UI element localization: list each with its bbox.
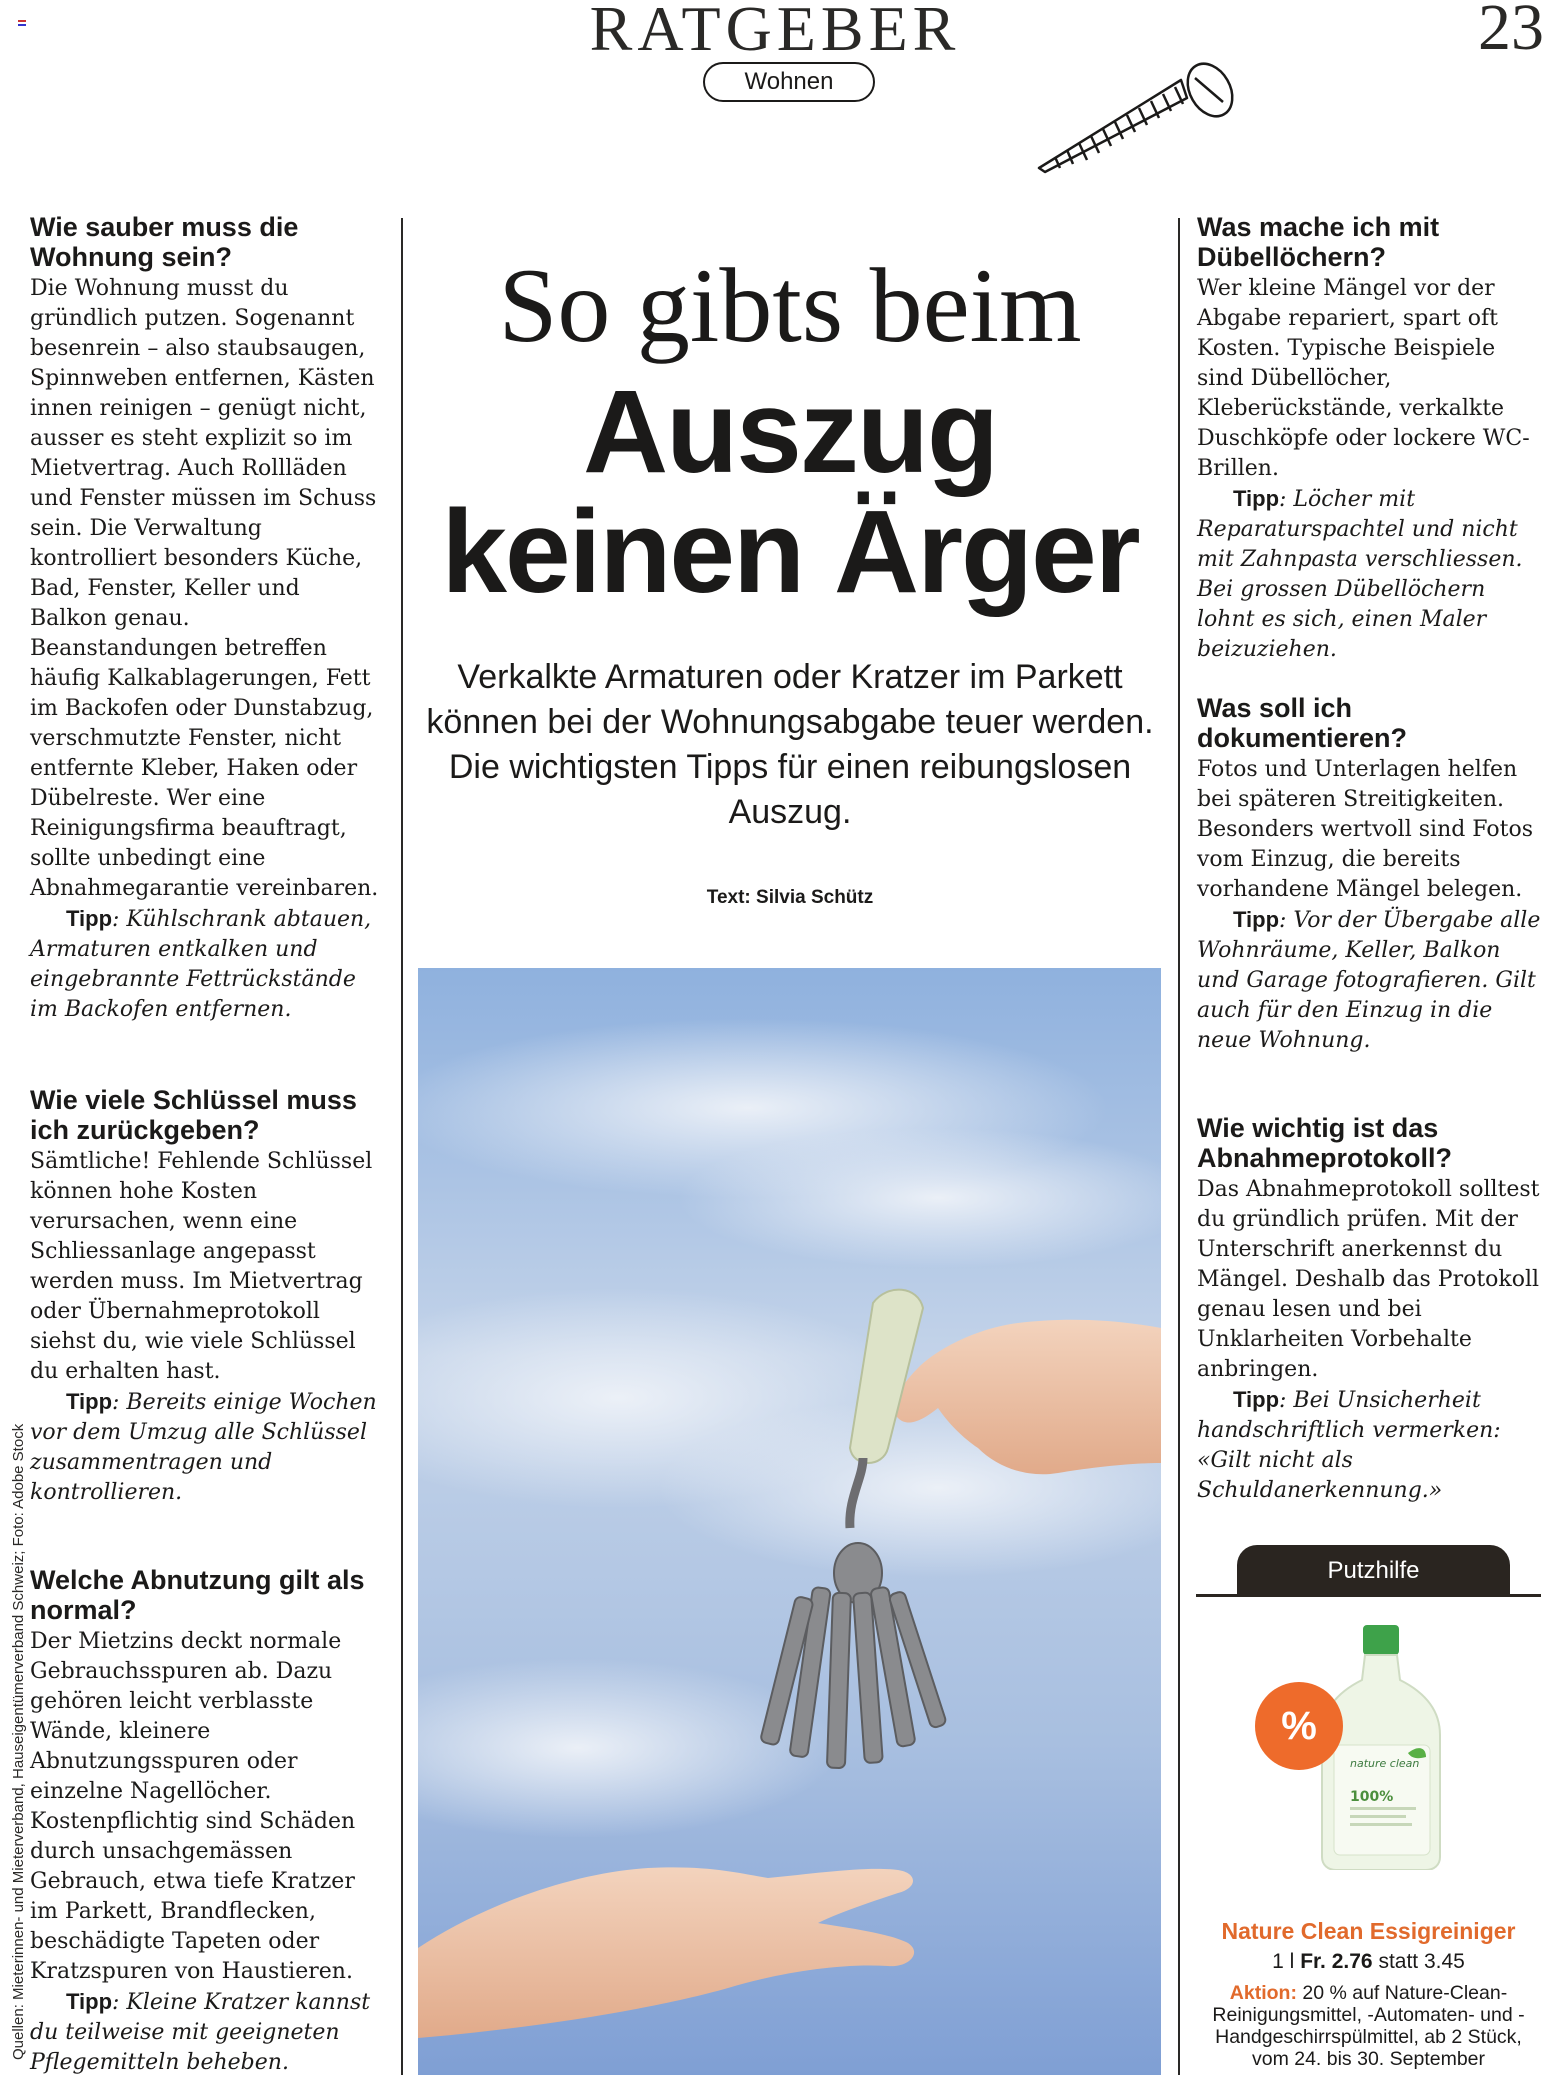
article-body: Fotos und Unterlagen helfen bei späteren Streitigkeiten. Besonders wertvoll sind Fotos vom Einzug, die bereits vorhandene Mängel belegen.: [1197, 757, 1533, 902]
bottle-claim: 100%: [1350, 1789, 1394, 1805]
article-body: Sämtliche! Fehlende Schlüssel können hohe Kosten verursachen, wenn eine Schliessanlage angepasst werden muss. Im Mietvertrag oder Übernahmeprotokoll siehst du, wie viele Schlüssel du erhalten hast.: [30, 1149, 373, 1384]
article-keys: [30, 1085, 382, 1508]
article-title: Was mache ich mit Dübellöchern?: [1197, 212, 1440, 272]
headline-line2: Auszug: [582, 366, 998, 498]
article-title: Wie sauber muss die Wohnung sein?: [30, 212, 299, 272]
headline-line3: keinen Ärger: [441, 486, 1139, 618]
article-documentation: [1197, 693, 1545, 1056]
article-dowel-holes: [1197, 212, 1545, 665]
column-rule-left: [401, 218, 403, 2075]
product-original-price: statt 3.45: [1378, 1950, 1465, 1973]
product-name: Nature Clean Essigreiniger: [1221, 1918, 1516, 1944]
tip-text: : Bereits einige Wochen vor dem Umzug alle Schlüssel zusammentragen und kontrollieren.: [30, 1390, 377, 1505]
product-promo: [1196, 1982, 1541, 2070]
article-tip: [1197, 484, 1545, 665]
article-title: Was soll ich dokumentieren?: [1197, 693, 1408, 753]
article-tip: [1197, 905, 1545, 1056]
tip-text: : Vor der Übergabe alle Wohnräume, Keller, Balkon und Garage fotografieren. Gilt auch für den Einzug in die neue Wohnung.: [1197, 908, 1541, 1053]
discount-badge: %: [1255, 1682, 1343, 1770]
tip-label: Tipp: [66, 1989, 113, 2014]
article-wear: [30, 1565, 382, 2075]
tip-label: Tipp: [1233, 907, 1280, 932]
article-body: Die Wohnung musst du gründlich putzen. Sogenannt besenrein – also staubsaugen, Spinnweben entfernen, Kästen innen reinigen – genügt nicht, ausser es steht explizit so im Mietvertrag. Auch Rollläden und Fenster müssen im Schuss sein. Die Verwaltung kontrolliert besonders Küche, Bad, Fenster, Keller und Balkon genau. Beanstandungen betreffen häufig Kalkablagerungen, Fett im Backofen oder Dunstabzug, verschmutzte Fenster, nicht entfernte Kleber, Haken oder Dübelreste. Wer eine Reinigungsfirma beauftragt, sollte unbedingt eine Abnahmegarantie vereinbaren.: [30, 276, 379, 901]
keys-handover-photo: [418, 968, 1161, 2075]
article-tip: [30, 1387, 382, 1508]
article-cleanliness: [30, 212, 382, 1025]
page-number: 23: [1478, 0, 1544, 64]
promo-text: 20 % auf Nature-Clean-Reinigungsmittel, -Automaten- und -Handgeschirrspülmittel, ab 2 Stück, vom 24. bis 30. September: [1212, 1982, 1525, 2070]
tip-label: Tipp: [1233, 1387, 1280, 1412]
product-box-tab: Putzhilfe: [1237, 1545, 1510, 1595]
bottle-brand: nature clean: [1350, 1757, 1420, 1770]
category-pill[interactable]: Wohnen: [703, 62, 875, 102]
article-title: Welche Abnutzung gilt als normal?: [30, 1565, 365, 1625]
article-tip: [1197, 1385, 1545, 1506]
headline-line1: So gibts beim: [498, 247, 1082, 364]
tip-label: Tipp: [66, 1389, 113, 1414]
product-box-divider: [1196, 1594, 1541, 1597]
tip-text: : Bei Unsicherheit handschriftlich vermerken: «Gilt nicht als Schuldanerkennung.»: [1197, 1388, 1501, 1503]
article-body: Das Abnahmeprotokoll solltest du gründlich prüfen. Mit der Unterschrift anerkennst du Mängel. Deshalb das Protokoll genau lesen und bei Unklarheiten Vorbehalte anbringen.: [1197, 1177, 1540, 1382]
screw-illustration: [1025, 50, 1240, 180]
product-price: [1196, 1950, 1541, 1974]
column-rule-right: [1178, 218, 1180, 2075]
section-title: RATGEBER: [589, 0, 961, 64]
tip-label: Tipp: [1233, 486, 1280, 511]
tip-text: : Kleine Kratzer kannst du teilweise mit geeigneten Pflegemitteln beheben.: [30, 1990, 371, 2075]
article-body: Der Mietzins deckt normale Gebrauchsspuren ab. Dazu gehören leicht verblasste Wände, kleinere Abnutzungsspuren oder einzelne Nagellöcher. Kostenpflichtig sind Schäden durch unsachgemässen Gebrauch, etwa tiefe Kratzer im Parkett, Brandflecken, beschädigte Tapeten oder Kratzspuren von Haustieren.: [30, 1629, 356, 1984]
article-tip: [30, 1987, 382, 2075]
article-title: Wie viele Schlüssel muss ich zurückgeben?: [30, 1085, 357, 1145]
tip-text: : Kühlschrank abtauen, Armaturen entkalken und eingebrannte Fettrückstände im Backofen entfernen.: [30, 907, 372, 1022]
article-handover-protocol: [1197, 1113, 1545, 1506]
article-tip: [30, 904, 382, 1025]
tip-text: : Löcher mit Reparaturspachtel und nicht mit Zahnpasta verschliessen. Bei grossen Dübellöchern lohnt es sich, einen Maler beizuziehen.: [1197, 487, 1523, 662]
article-body: Wer kleine Mängel vor der Abgabe repariert, spart oft Kosten. Typische Beispiele sind Dübellöcher, Kleberückstände, verkalkte Duschköpfe oder lockere WC-Brillen.: [1197, 276, 1530, 481]
byline: Text: Silvia Schütz: [706, 887, 874, 908]
product-sale-price: Fr. 2.76: [1300, 1950, 1373, 1973]
tip-label: Tipp: [66, 906, 113, 931]
promo-label: Aktion:: [1229, 1982, 1297, 2004]
article-title: Wie wichtig ist das Abnahmeprotokoll?: [1197, 1113, 1452, 1173]
lead-paragraph: Verkalkte Armaturen oder Kratzer im Parkett können bei der Wohnungsabgabe teuer werden. Die wichtigsten Tipps für einen reibungslosen Auszug.: [426, 658, 1154, 831]
photo-credit: Quellen: Mieterinnen- und Mieterverband, Hauseigentümerverband Schweiz; Foto: Adobe Stock: [10, 1423, 27, 2060]
product-size: 1 l: [1272, 1950, 1295, 1973]
